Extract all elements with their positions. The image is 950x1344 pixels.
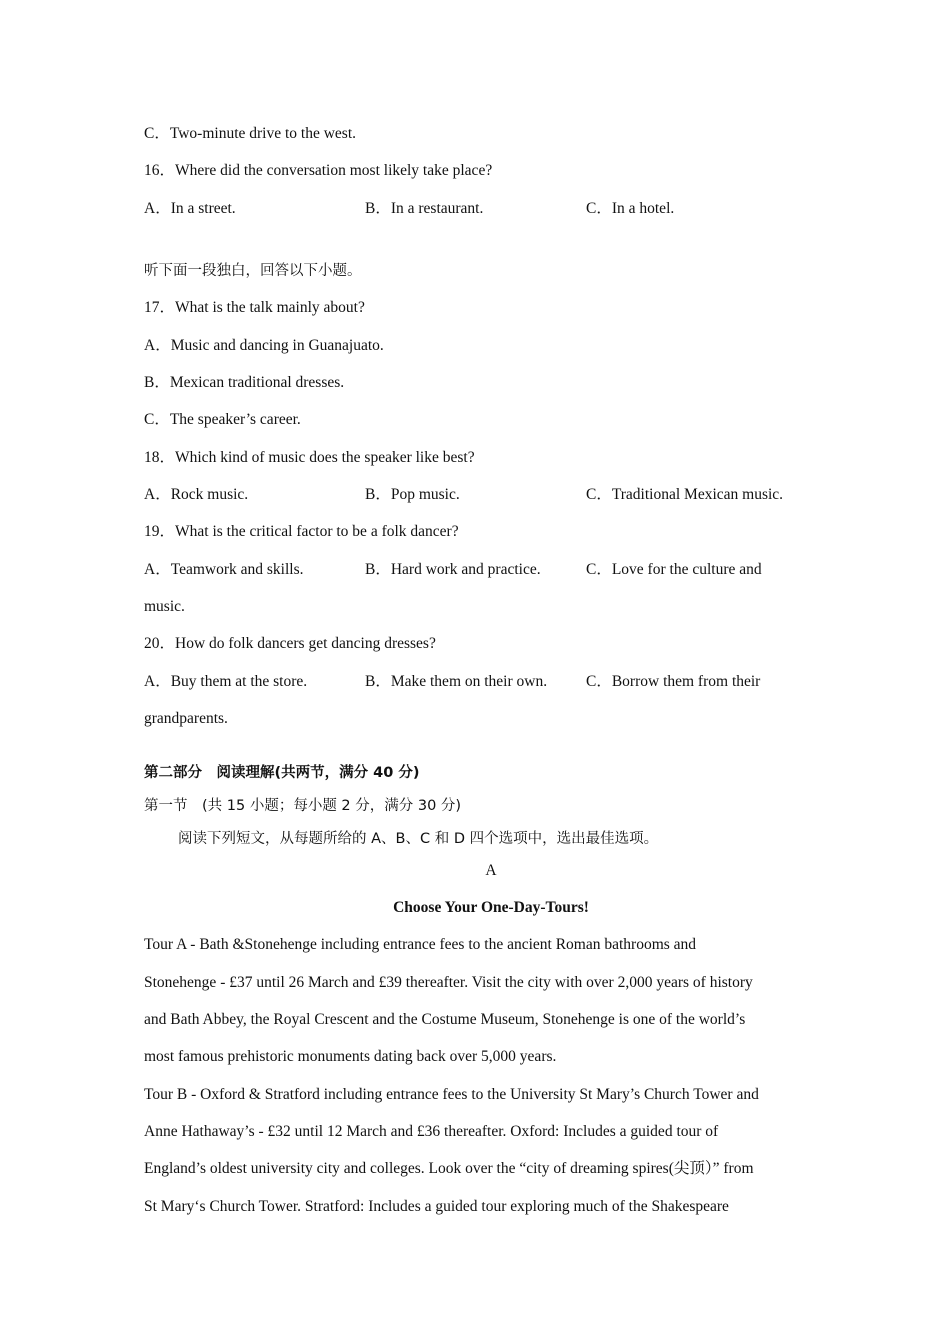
q20-option-b: B．Make them on their own. — [365, 673, 548, 690]
q18-option-c: C．Traditional Mexican music. — [586, 486, 784, 503]
q20-option-c-continued: grandparents. — [144, 710, 228, 727]
reading-section-title: 第一节 (共 15 小题；每小题 2 分，满分 30 分) — [144, 798, 462, 814]
passage-line: Tour A - Bath &Stonehenge including entrance fees to the ancient Roman bathrooms and — [144, 936, 697, 953]
passage-line: Anne Hathaway’s - £32 until 12 March and £36 thereafter. Oxford: Includes a guided tour of — [144, 1123, 719, 1140]
q16-option-c: C．In a hotel. — [586, 200, 675, 217]
passage-line: and Bath Abbey, the Royal Crescent and the Costume Museum, Stonehenge is one of the world’s — [144, 1011, 746, 1028]
q15-option-c: C．Two-minute drive to the west. — [144, 125, 357, 142]
passage-line: Stonehenge - £37 until 26 March and £39 thereafter. Visit the city with over 2,000 years of history — [144, 974, 753, 991]
q20-option-a: A．Buy them at the store. — [144, 673, 308, 690]
q19-option-c: C．Love for the culture and — [586, 561, 762, 578]
q19-option-a: A．Teamwork and skills. — [144, 561, 304, 578]
monologue-instruction: 听下面一段独白，回答以下小题。 — [144, 263, 362, 279]
q17-question: 17．What is the talk mainly about? — [144, 299, 365, 316]
q20-question: 20．How do folk dancers get dancing dresses? — [144, 635, 436, 652]
q16-question: 16．Where did the conversation most likely take place? — [144, 162, 493, 179]
q18-question: 18．Which kind of music does the speaker like best? — [144, 449, 475, 466]
q17-option-a: A．Music and dancing in Guanajuato. — [144, 337, 384, 354]
q19-question: 19．What is the critical factor to be a folk dancer? — [144, 523, 459, 540]
passage-line: Tour B - Oxford & Stratford including entrance fees to the University St Mary’s Church Tower and — [144, 1086, 759, 1103]
q18-option-b: B．Pop music. — [365, 486, 460, 503]
q20-option-c: C．Borrow them from their — [586, 673, 761, 690]
passage-letter: A — [485, 862, 497, 879]
q16-option-b: B．In a restaurant. — [365, 200, 484, 217]
passage-title: Choose Your One-Day-Tours! — [393, 899, 589, 916]
q19-option-b: B．Hard work and practice. — [365, 561, 541, 578]
q16-option-a: A．In a street. — [144, 200, 236, 217]
passage-line: most famous prehistoric monuments dating back over 5,000 years. — [144, 1048, 557, 1065]
q17-option-c: C．The speaker’s career. — [144, 411, 301, 428]
q18-option-a: A．Rock music. — [144, 486, 249, 503]
passage-line: St Mary‘s Church Tower. Stratford: Includes a guided tour exploring much of the Shakespeare — [144, 1198, 729, 1215]
q19-option-c-continued: music. — [144, 598, 185, 615]
reading-part-title: 第二部分 阅读理解(共两节，满分 40 分) — [144, 765, 420, 781]
reading-instruction: 阅读下列短文，从每题所给的 A、B、C 和 D 四个选项中，选出最佳选项。 — [178, 831, 659, 847]
passage-line: England’s oldest university city and colleges. Look over the “city of dreaming spires(尖顶）” from — [144, 1160, 754, 1177]
q17-option-b: B．Mexican traditional dresses. — [144, 374, 345, 391]
